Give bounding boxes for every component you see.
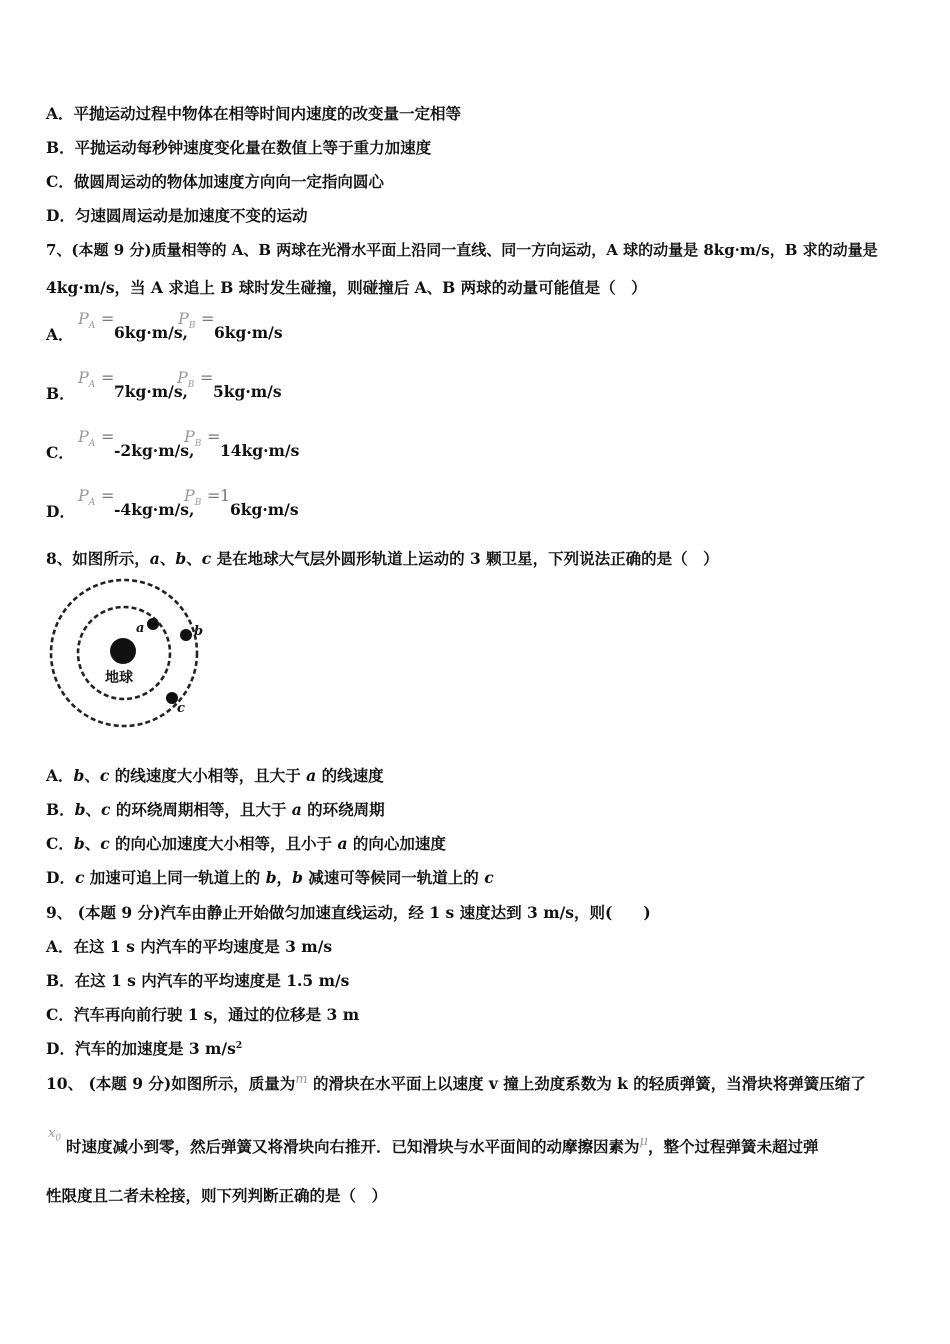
- q6-option-d-text: 匀速圆周运动是加速度不变的运动: [74, 206, 308, 225]
- q6-option-a: A．平抛运动过程中物体在相等时间内速度的改变量一定相等: [46, 104, 462, 123]
- q7-option-c-pa: -2kg·m/s,: [114, 441, 195, 460]
- q6-option-b: B．平抛运动每秒钟速度变化量在数值上等于重力加速度: [46, 138, 432, 157]
- satellite-b-label: b: [194, 624, 204, 639]
- q7-option-d-pa: -4kg·m/s,: [114, 500, 195, 519]
- q10-stem-line2: 时速度减小到零，然后弹簧又将滑块向右推开．已知滑块与水平面间的动摩擦因素为$^\mu$，整个过程弹簧未超过弹: [66, 1134, 819, 1156]
- q9-stem: 9、 (本题 9 分)汽车由静止开始做匀加速直线运动，经 1 s 速度达到 3 m/s，则( ): [46, 903, 651, 922]
- q7-option-a-pa: 6kg·m/s,: [114, 323, 188, 342]
- friction-symbol: μ: [639, 1134, 648, 1149]
- q8-option-a: A．b、c 的线速度大小相等，且大于 a 的线速度: [46, 766, 384, 785]
- satellite-c-label: c: [177, 701, 185, 716]
- q6-option-a-text: 平抛运动过程中物体在相等时间内速度的改变量一定相等: [73, 104, 462, 123]
- orbit-diagram: [46, 578, 221, 733]
- compression-symbol: $x_0$: [48, 1126, 62, 1144]
- q10-stem-line3: 性限度且二者未栓接，则下列判断正确的是（ ）: [46, 1186, 388, 1205]
- q9-option-b: B．在这 1 s 内汽车的平均速度是 1.5 m/s: [46, 971, 350, 990]
- q9-option-d: D．汽车的加速度是 3 $m/s^2$: [46, 1039, 243, 1058]
- satellite-b: [180, 629, 192, 641]
- q7-option-d-pb: 6kg·m/s: [230, 500, 299, 519]
- q7-option-b-pb: 5kg·m/s: [213, 382, 282, 401]
- earth: [110, 638, 136, 664]
- q6-option-b-text: 平抛运动每秒钟速度变化量在数值上等于重力加速度: [74, 138, 432, 157]
- mass-symbol: m: [295, 1072, 308, 1087]
- satellite-a: [147, 618, 159, 630]
- q8-option-c: C．b、c 的向心加速度大小相等，且小于 a 的向心加速度: [46, 834, 446, 853]
- q7-option-c-pb: 14kg·m/s: [220, 441, 300, 460]
- q7-stem-line1: 7、(本题 9 分)质量相等的 A、B 两球在光滑水平面上沿同一直线、同一方向运动，A 球的动量是 8kg·m/s，B 求的动量是: [46, 241, 878, 259]
- q6-option-c-text: 做圆周运动的物体加速度方向向一定指向圆心: [73, 172, 384, 191]
- q6-option-d: D．匀速圆周运动是加速度不变的运动: [46, 206, 308, 225]
- q9-option-a: A．在这 1 s 内汽车的平均速度是 3 m/s: [46, 937, 333, 956]
- q6-option-c: C．做圆周运动的物体加速度方向向一定指向圆心: [46, 172, 384, 191]
- earth-label: 地球: [105, 670, 133, 686]
- satellite-a-label: a: [136, 621, 145, 636]
- q8-option-d: D．c 加速可追上同一轨道上的 b，b 减速可等候同一轨道上的 c: [46, 868, 494, 887]
- q10-stem-line1: 10、 (本题 9 分)如图所示，质量为$^m$ 的滑块在水平面上以速度 v 撞上劲度系数为 k 的轻质弹簧，当滑块将弹簧压缩了: [46, 1072, 866, 1093]
- q8-option-b: B．b、c 的环绕周期相等，且大于 a 的环绕周期: [46, 800, 385, 819]
- q7-option-b-pa: 7kg·m/s,: [114, 382, 188, 401]
- q9-option-c: C．汽车再向前行驶 1 s，通过的位移是 3 m: [46, 1005, 360, 1024]
- q8-stem: 8、如图所示，a、b、c 是在地球大气层外圆形轨道上运动的 3 颗卫星，下列说法正确的是（ ）: [46, 549, 719, 568]
- q7-option-a-pb: 6kg·m/s: [214, 323, 283, 342]
- q7-stem-line2: 4kg·m/s，当 A 求追上 B 球时发生碰撞，则碰撞后 A、B 两球的动量可能值是（ ）: [46, 278, 647, 297]
